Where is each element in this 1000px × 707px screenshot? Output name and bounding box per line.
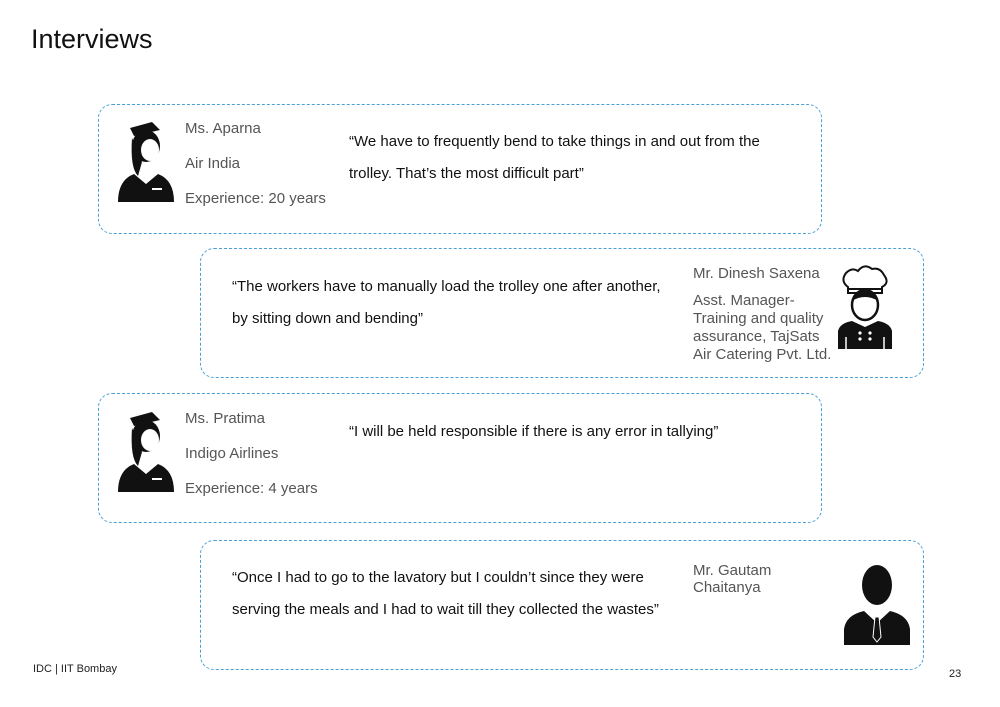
page-title: Interviews (31, 24, 153, 54)
quote-line: “I will be held responsible if there is any error in tallying” (349, 423, 719, 440)
footer-text: IDC | IIT Bombay (33, 663, 117, 675)
interview-quote (232, 562, 659, 626)
role-line: Asst. Manager- (693, 292, 795, 309)
quote-line: “We have to frequently bend to take things in and out from the (349, 133, 760, 150)
interviewee-name: Ms. Aparna (185, 120, 261, 137)
page-number: 23 (949, 668, 962, 680)
interviewee-name (693, 562, 771, 596)
quote-line: “Once I had to go to the lavatory but I couldn’t since they were (232, 569, 644, 586)
chef-icon (836, 265, 894, 351)
interviewee-airline: Air India (185, 155, 241, 172)
interview-quote (349, 126, 760, 190)
interview-quote (232, 271, 661, 335)
interviewee-name: Ms. Pratima (185, 410, 266, 427)
role-line: Training and quality (693, 310, 824, 327)
quote-line: by sitting down and bending” (232, 310, 423, 327)
quote-line: “The workers have to manually load the trolley one after another, (232, 278, 661, 295)
flight-attendant-icon (112, 408, 178, 494)
flight-attendant-icon (112, 118, 178, 204)
interviewee-experience: Experience: 4 years (185, 480, 318, 497)
interviewee-role (693, 292, 831, 364)
quote-line: serving the meals and I had to wait till they collected the wastes” (232, 601, 659, 618)
businessman-icon (842, 563, 912, 645)
role-line: Air Catering Pvt. Ltd. (693, 346, 832, 363)
interviewee-name: Mr. Dinesh Saxena (693, 265, 820, 282)
role-line: assurance, TajSats (693, 328, 820, 345)
interviewee-experience: Experience: 20 years (185, 190, 326, 207)
name-line: Chaitanya (693, 579, 761, 596)
interview-quote (349, 416, 718, 448)
interviewee-airline: Indigo Airlines (185, 445, 279, 462)
name-line: Mr. Gautam (693, 562, 772, 579)
quote-line: trolley. That’s the most difficult part” (349, 165, 584, 182)
